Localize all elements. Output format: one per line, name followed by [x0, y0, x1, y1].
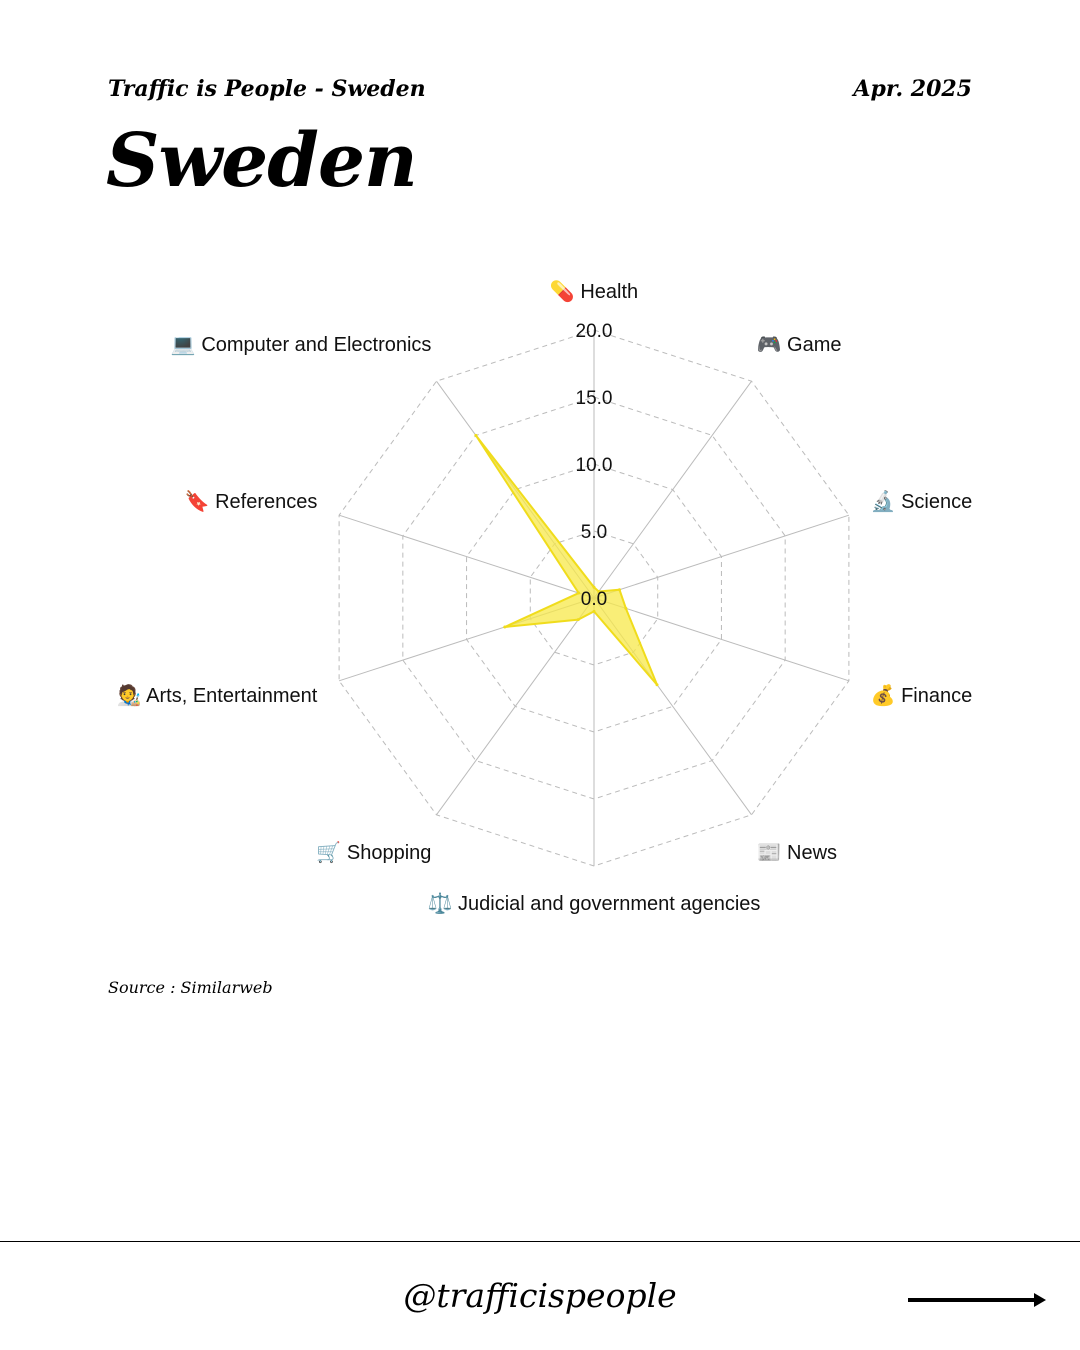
data-point-9 — [474, 434, 477, 437]
data-point-7 — [503, 625, 506, 628]
spoke-6 — [436, 598, 594, 815]
tick-label-0: 0.0 — [580, 589, 608, 610]
artist-icon: 🧑‍🎨 — [116, 685, 147, 708]
axis-label-judicial-and-government-agencies: ⚖️ Judicial and government agencies — [427, 893, 761, 915]
money-bag-icon: 💰 — [870, 685, 902, 708]
shopping-cart-icon: 🛒 — [316, 842, 347, 865]
axis-label-shopping: 🛒 Shopping — [316, 842, 432, 865]
radar-axis-labels — [117, 279, 972, 915]
bookmark-icon: 🔖 — [184, 490, 216, 513]
data-point-3 — [624, 607, 627, 610]
axis-label-health: 💊 Health — [549, 281, 639, 303]
newspaper-icon: 📰 — [756, 842, 788, 865]
axis-label-arts-entertainment: 🧑‍🎨 Arts, Entertainment — [116, 685, 318, 708]
data-point-2 — [618, 588, 621, 591]
data-point-4 — [656, 683, 659, 686]
footer-handle: @trafficispeople — [403, 1276, 677, 1315]
data-point-5 — [593, 610, 596, 613]
axis-label-game: 🎮 Game — [756, 333, 842, 356]
footer-divider — [0, 1241, 1080, 1242]
axis-label-finance: 💰 Finance — [870, 685, 973, 708]
axis-label-news: 📰 News — [756, 842, 838, 865]
tick-label-3: 15.0 — [575, 388, 613, 409]
game-controller-icon: 🎮 — [756, 333, 788, 356]
header-subtitle: Traffic is People - Sweden — [108, 76, 426, 102]
tick-label-1: 5.0 — [580, 522, 608, 543]
series-area — [476, 435, 657, 684]
right-arrow-icon[interactable] — [908, 1288, 1048, 1312]
radar-series — [474, 434, 658, 686]
spoke-1 — [594, 381, 752, 598]
data-point-6 — [577, 618, 580, 621]
source-note: Source : Similarweb — [108, 978, 273, 997]
spoke-2 — [594, 515, 849, 598]
axis-label-computer-and-electronics: 💻 Computer and Electronics — [170, 333, 432, 356]
balance-scale-icon: ⚖️ — [427, 893, 459, 915]
data-point-8 — [577, 592, 580, 595]
tick-label-2: 10.0 — [575, 455, 613, 476]
axis-label-references: 🔖 References — [184, 490, 318, 513]
tick-label-4: 20.0 — [575, 321, 613, 342]
axis-label-science: 🔬 Science — [870, 490, 973, 513]
laptop-icon: 💻 — [170, 333, 202, 356]
header-date: Apr. 2025 — [853, 76, 972, 102]
pill-icon: 💊 — [549, 281, 581, 303]
page-title: Sweden — [106, 118, 417, 204]
microscope-icon: 🔬 — [870, 490, 902, 513]
